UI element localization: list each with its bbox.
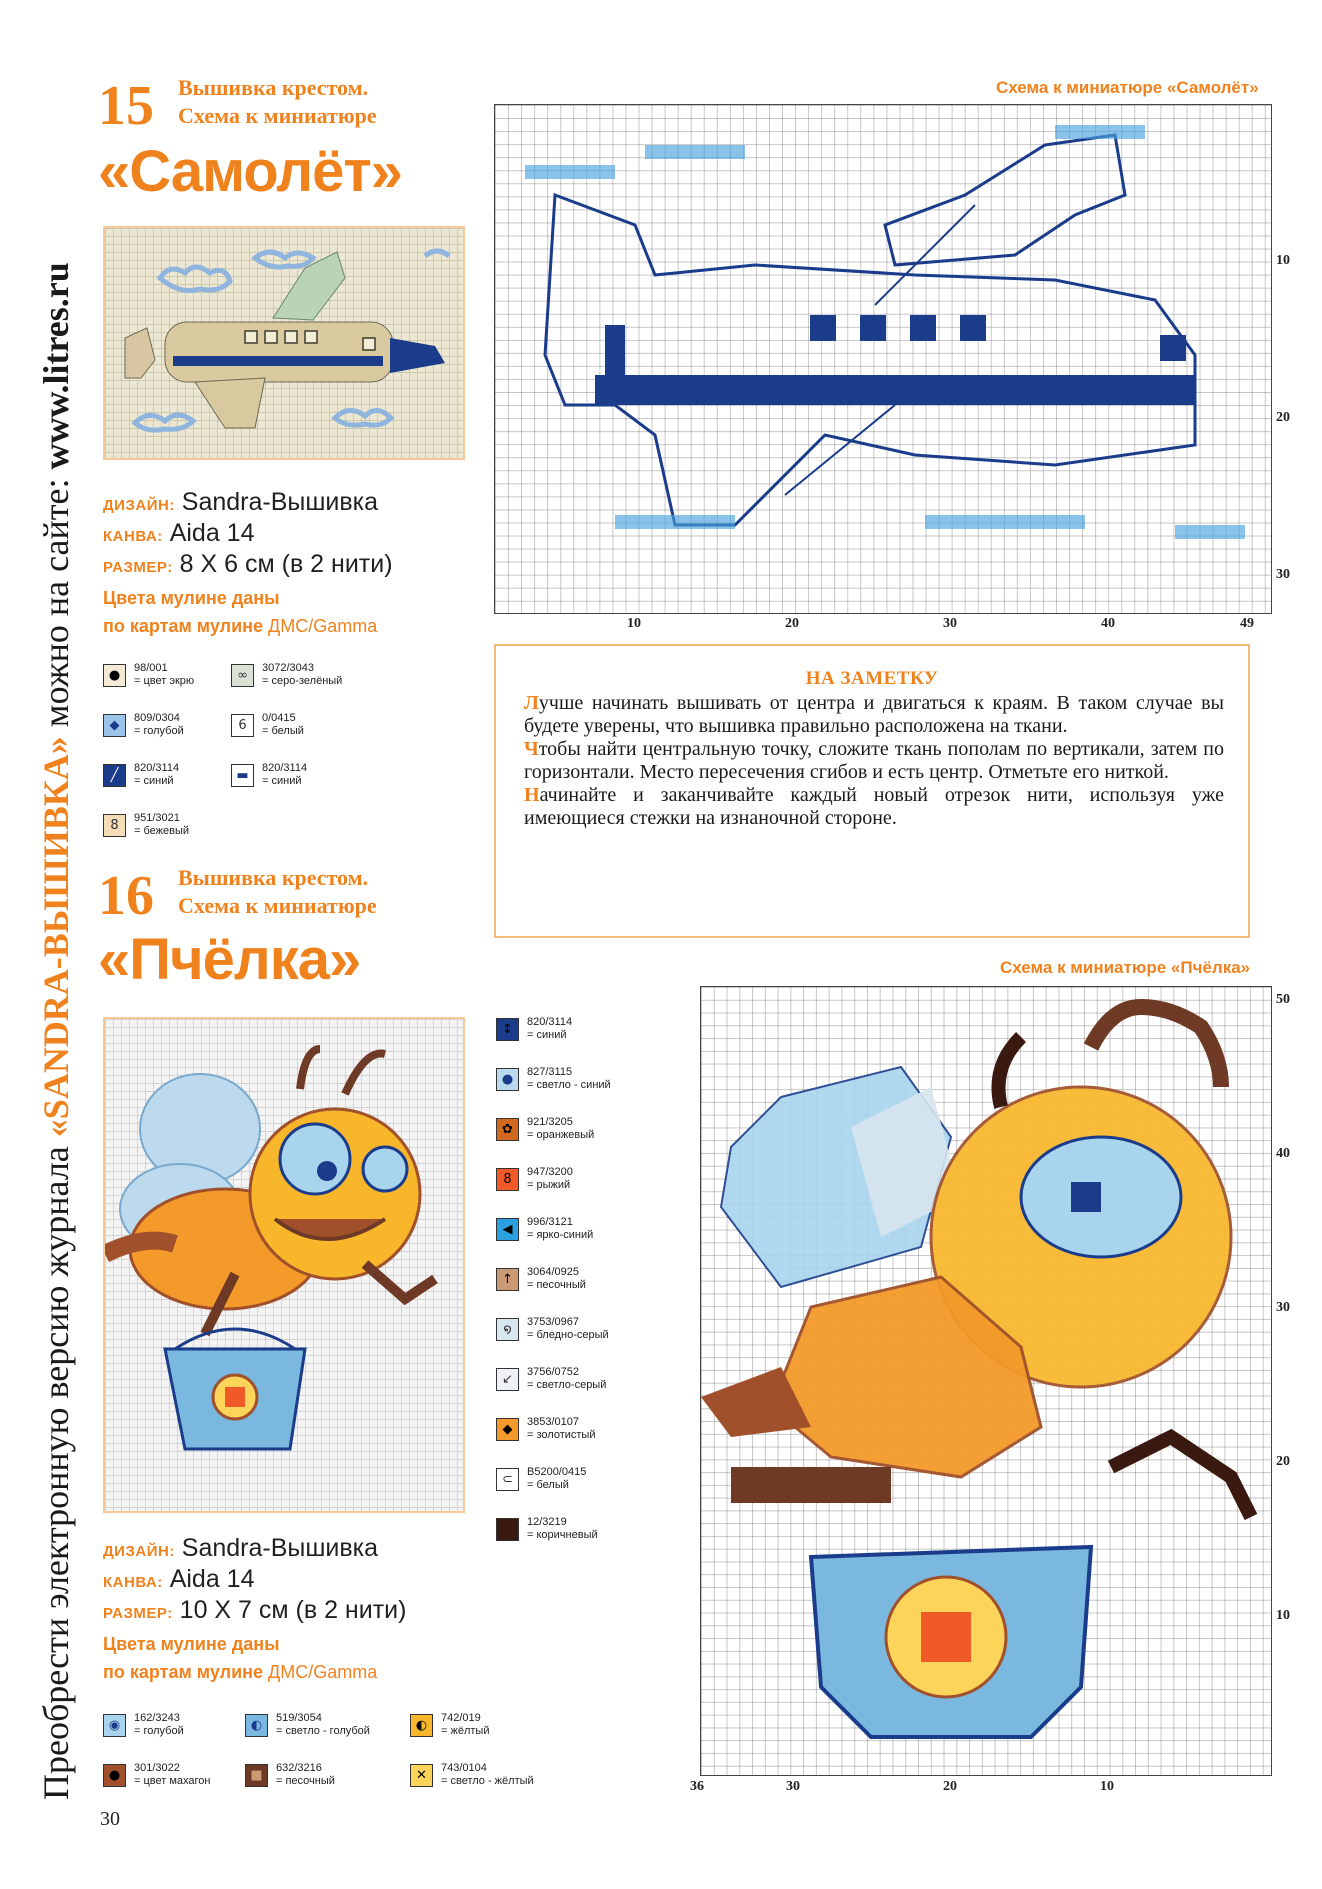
plane-preview-image — [103, 226, 465, 460]
size-value: 10 Х 7 см (в 2 нити) — [179, 1596, 407, 1624]
legend-item — [103, 1762, 210, 1788]
thread-color-name: = белый — [262, 725, 304, 737]
plane-size-line — [103, 549, 393, 583]
note-box — [494, 644, 1250, 938]
plane-title: «Самолёт» — [98, 139, 402, 204]
colors-line-1: Цвета мулине даны — [103, 1634, 280, 1654]
legend-item — [496, 1316, 609, 1342]
color-swatch-icon: ■ — [245, 1764, 268, 1787]
thread-color-name: = песочный — [527, 1279, 586, 1291]
color-swatch-icon: ∞ — [231, 664, 254, 687]
plane-stripe — [173, 356, 383, 366]
note-paragraph-2 — [524, 738, 1224, 784]
axis-tick-label: 49 — [1240, 616, 1254, 631]
thread-code: 98/001 — [134, 662, 168, 674]
note-paragraph-1 — [524, 692, 1224, 738]
window — [1160, 335, 1186, 361]
legend-item — [103, 812, 189, 838]
legend-item — [231, 762, 307, 788]
color-swatch-icon: ✿ — [496, 1118, 519, 1141]
thread-code: 12/3219 — [527, 1516, 567, 1528]
plane-chart-grid — [494, 104, 1272, 614]
thread-color-name: = синий — [262, 775, 302, 787]
wing-line — [875, 205, 975, 305]
window — [245, 331, 257, 343]
note-paragraph-3 — [524, 784, 1224, 830]
thread-code: 820/3114 — [262, 762, 308, 774]
bee-antenna — [300, 1049, 320, 1089]
hand-area — [731, 1467, 891, 1503]
note-initial: Н — [524, 784, 540, 806]
thread-code: 827/3115 — [527, 1066, 573, 1078]
thread-code: 809/0304 — [134, 712, 180, 724]
color-swatch-icon: ◐ — [245, 1714, 268, 1737]
thread-code: 996/3121 — [527, 1216, 573, 1228]
bee-colors-note — [103, 1630, 377, 1686]
thread-code: B5200/0415 — [527, 1466, 587, 1478]
color-swatch-icon: ▬ — [231, 764, 254, 787]
legend-item — [496, 1216, 593, 1242]
bee-chart-grid — [700, 986, 1272, 1776]
size-label: РАЗМЕР: — [103, 559, 173, 576]
legend-item — [231, 712, 304, 738]
legend-item — [496, 1166, 573, 1192]
bee-arm — [365, 1264, 435, 1299]
cloud-stitches — [925, 515, 1085, 529]
legend-item — [245, 1712, 370, 1738]
window — [860, 315, 886, 341]
thread-color-name: = коричневый — [527, 1529, 598, 1541]
bee-title: «Пчёлка» — [98, 927, 361, 992]
colors-brand: ДМС/Gamma — [268, 1662, 378, 1682]
thread-color-name: = светло-серый — [527, 1379, 607, 1391]
plane-body — [165, 322, 393, 382]
antenna-area — [1091, 1007, 1221, 1087]
axis-tick-label: 30 — [1276, 567, 1290, 582]
thread-code: 162/3243 — [134, 1712, 180, 1724]
window — [285, 331, 297, 343]
plane-chart-title: Схема к миниатюре «Самолёт» — [996, 78, 1259, 97]
plane-subtitle-2: Схема к миниатюре — [178, 103, 377, 128]
thread-color-name: = золотистый — [527, 1429, 596, 1441]
legend-item — [245, 1762, 335, 1788]
legend-item — [410, 1762, 534, 1788]
thread-color-name: = рыжий — [527, 1179, 571, 1191]
promo-link[interactable]: www.litres.ru — [36, 262, 76, 470]
color-swatch-icon: ໑ — [496, 1318, 519, 1341]
thread-code: 947/3200 — [527, 1166, 573, 1178]
sidebar-promo — [36, 262, 76, 1800]
promo-magazine-name: «SANDRA-ВЫШИВКА» — [36, 736, 76, 1138]
plane-number: 15 — [98, 75, 154, 137]
plane-illustration — [105, 228, 463, 458]
axis-tick-label: 36 — [690, 1779, 704, 1794]
legend-item — [103, 662, 194, 688]
bucket-handle — [175, 1329, 295, 1349]
axis-tick-label: 30 — [943, 616, 957, 631]
axis-tick-label: 30 — [786, 1779, 800, 1794]
cloud-stitches — [645, 145, 745, 159]
page-number: 30 — [100, 1808, 120, 1830]
canvas-label: КАНВА: — [103, 1574, 163, 1591]
thread-color-name: = ярко-синий — [527, 1229, 594, 1241]
cloud-shape — [425, 251, 449, 256]
plane-wing-bottom — [195, 378, 265, 428]
bee-pupil — [317, 1161, 337, 1181]
color-swatch-icon: 6 — [231, 714, 254, 737]
canvas-value: Aida 14 — [169, 1565, 255, 1593]
body-outline — [545, 195, 1195, 525]
color-swatch-icon: ↑ — [496, 1268, 519, 1291]
thread-color-name: = голубой — [134, 1725, 184, 1737]
legend-item — [496, 1366, 606, 1392]
cloud-stitches — [1055, 125, 1145, 139]
thread-color-name: = бежевый — [134, 825, 190, 837]
axis-tick-label: 20 — [1276, 410, 1290, 425]
bee-antenna — [345, 1054, 385, 1095]
flower-center — [225, 1387, 245, 1407]
thread-color-name: = голубой — [134, 725, 184, 737]
color-swatch-icon: ↕ — [496, 1018, 519, 1041]
thread-code: 820/3114 — [134, 762, 180, 774]
plane-canvas-line — [103, 518, 254, 552]
thread-code: 743/0104 — [441, 1762, 487, 1774]
thread-color-name: = песочный — [276, 1775, 335, 1787]
bee-number: 16 — [98, 865, 154, 927]
color-swatch-icon: ◆ — [496, 1418, 519, 1441]
cloud-shape — [160, 267, 230, 291]
thread-color-name: = светло - синий — [527, 1079, 611, 1091]
thread-code: 301/3022 — [134, 1762, 180, 1774]
thread-code: 3064/0925 — [527, 1266, 579, 1278]
window — [810, 315, 836, 341]
body-stripe — [595, 375, 1195, 405]
legend-item — [496, 1416, 595, 1442]
color-swatch-icon: ◉ — [103, 1714, 126, 1737]
design-label: ДИЗАЙН: — [103, 1543, 175, 1560]
color-swatch-icon: ● — [496, 1068, 519, 1091]
note-initial: Л — [524, 692, 539, 714]
legend-item — [496, 1116, 594, 1142]
bee-subtitle-2: Схема к миниатюре — [178, 893, 377, 918]
legend-item — [103, 762, 179, 788]
legend-item — [496, 1466, 586, 1492]
bee-chart-title: Схема к миниатюре «Пчёлка» — [1000, 958, 1251, 977]
plane-nose — [390, 338, 445, 373]
bee-canvas-line — [103, 1564, 254, 1598]
window — [910, 315, 936, 341]
plane-colors-note — [103, 584, 377, 640]
thread-color-name: = белый — [527, 1479, 569, 1491]
bee-chart-pattern — [701, 987, 1273, 1777]
axis-tick-label: 20 — [1276, 1454, 1290, 1469]
legend-item — [496, 1266, 586, 1292]
canvas-label: КАНВА: — [103, 528, 163, 545]
cloud-shape — [135, 415, 193, 430]
axis-tick-label: 10 — [1276, 1608, 1290, 1623]
thread-code: 3853/0107 — [527, 1416, 579, 1428]
colors-line-2: по картам мулине — [103, 1662, 264, 1682]
tail-fin — [125, 328, 155, 378]
axis-tick-label: 40 — [1276, 1146, 1290, 1161]
promo-text-2: можно на сайте: — [36, 469, 76, 737]
thread-code: 632/3216 — [276, 1762, 322, 1774]
design-label: ДИЗАЙН: — [103, 497, 175, 514]
thread-color-name: = светло - жёлтый — [441, 1775, 534, 1787]
axis-tick-label: 40 — [1101, 616, 1115, 631]
plane-chart-pattern — [495, 105, 1273, 615]
axis-tick-label: 10 — [627, 616, 641, 631]
thread-code: 921/3205 — [527, 1116, 573, 1128]
axis-tick-label: 10 — [1100, 1779, 1114, 1794]
note-text: ачинайте и заканчивайте каждый новый отрезок нити, используя уже имеющиеся стежки на изнаночной стороне. — [524, 784, 1224, 829]
flower-center-area — [921, 1612, 971, 1662]
note-text: учше начинать вышивать от центра и двигаться к краям. В таком случае вы будете уверены, что вышивка правильно расположена на ткани. — [524, 692, 1224, 737]
window — [960, 315, 986, 341]
legend-item — [103, 1712, 184, 1738]
legend-item — [410, 1712, 489, 1738]
legend-item — [496, 1016, 572, 1042]
wing-outline — [885, 135, 1125, 265]
cloud-stitches — [1175, 525, 1245, 539]
bee-illustration — [105, 1019, 463, 1511]
color-swatch-icon: ◐ — [410, 1714, 433, 1737]
thread-color-name: = цвет экрю — [134, 675, 195, 687]
bee-subtitle-1: Вышивка крестом. — [178, 865, 369, 890]
colors-line-1: Цвета мулине даны — [103, 588, 280, 608]
plane-design-line — [103, 487, 378, 521]
pupil-area — [1071, 1182, 1101, 1212]
bee-design-line — [103, 1533, 378, 1567]
thread-code: 951/3021 — [134, 812, 180, 824]
window — [363, 338, 375, 350]
color-swatch-icon: ↙ — [496, 1368, 519, 1391]
thread-color-name: = бледно-серый — [527, 1329, 609, 1341]
window — [305, 331, 317, 343]
color-swatch-icon: ● — [103, 1764, 126, 1787]
legend-item — [496, 1066, 611, 1092]
thread-code: 820/3114 — [527, 1016, 573, 1028]
axis-tick-label: 20 — [943, 1779, 957, 1794]
thread-code: 519/3054 — [276, 1712, 322, 1724]
promo-text-1: Преобрести электронную версию журнала — [36, 1137, 76, 1800]
antenna-area — [999, 1037, 1022, 1107]
size-value: 8 Х 6 см (в 2 нити) — [179, 550, 393, 578]
thread-code: 3756/0752 — [527, 1366, 579, 1378]
thread-color-name: = светло - голубой — [276, 1725, 370, 1737]
colors-line-2: по картам мулине — [103, 616, 264, 636]
color-swatch-icon: 8 — [496, 1168, 519, 1191]
color-swatch-icon: 8 — [103, 814, 126, 837]
cloud-stitches — [525, 165, 615, 179]
cloud-shape — [335, 410, 391, 425]
thread-color-name: = синий — [134, 775, 174, 787]
canvas-value: Aida 14 — [169, 519, 255, 547]
color-swatch-icon: ◆ — [103, 714, 126, 737]
thread-color-name: = синий — [527, 1029, 567, 1041]
thread-color-name: = оранжевый — [527, 1129, 595, 1141]
thread-color-name: = серо-зелёный — [262, 675, 343, 687]
thread-code: 742/019 — [441, 1712, 481, 1724]
thread-color-name: = цвет махагон — [134, 1775, 211, 1787]
thread-code: 3753/0967 — [527, 1316, 579, 1328]
size-label: РАЗМЕР: — [103, 1605, 173, 1622]
thread-code: 3072/3043 — [262, 662, 314, 674]
legend-item — [103, 712, 184, 738]
tail-block — [605, 325, 625, 375]
cloud-shape — [255, 252, 313, 267]
axis-tick-label: 50 — [1276, 992, 1290, 1007]
color-swatch-icon: ⊂ — [496, 1468, 519, 1491]
design-value: Sandra-Вышивка — [181, 488, 379, 516]
bee-eye — [280, 1124, 350, 1194]
bee-preview-image — [103, 1017, 465, 1513]
color-swatch-icon: ▬ — [496, 1518, 519, 1541]
legend-item — [231, 662, 342, 688]
thread-color-name: = жёлтый — [441, 1725, 490, 1737]
axis-tick-label: 10 — [1276, 253, 1290, 268]
note-heading: НА ЗАМЕТКУ — [805, 668, 939, 689]
window — [265, 331, 277, 343]
plane-subtitle-1: Вышивка крестом. — [178, 75, 369, 100]
colors-brand: ДМС/Gamma — [268, 616, 378, 636]
color-swatch-icon: ╱ — [103, 764, 126, 787]
axis-tick-label: 30 — [1276, 1300, 1290, 1315]
color-swatch-icon: ◀ — [496, 1218, 519, 1241]
bee-size-line — [103, 1595, 406, 1629]
legend-item — [496, 1516, 598, 1542]
bee-eye — [363, 1147, 407, 1191]
color-swatch-icon: ● — [103, 664, 126, 687]
color-swatch-icon: ✕ — [410, 1764, 433, 1787]
axis-tick-label: 20 — [785, 616, 799, 631]
arm-area — [1111, 1437, 1251, 1517]
note-text: тобы найти центральную точку, сложите ткань пополам по вертикали, затем по горизонтали. Место пересечения сгибов и есть центр. Отметьте его ниткой. — [524, 738, 1224, 783]
design-value: Sandra-Вышивка — [181, 1534, 379, 1562]
note-initial: Ч — [524, 738, 539, 760]
wing-line — [785, 405, 895, 495]
thread-code: 0/0415 — [262, 712, 296, 724]
cloud-stitches — [615, 515, 735, 529]
